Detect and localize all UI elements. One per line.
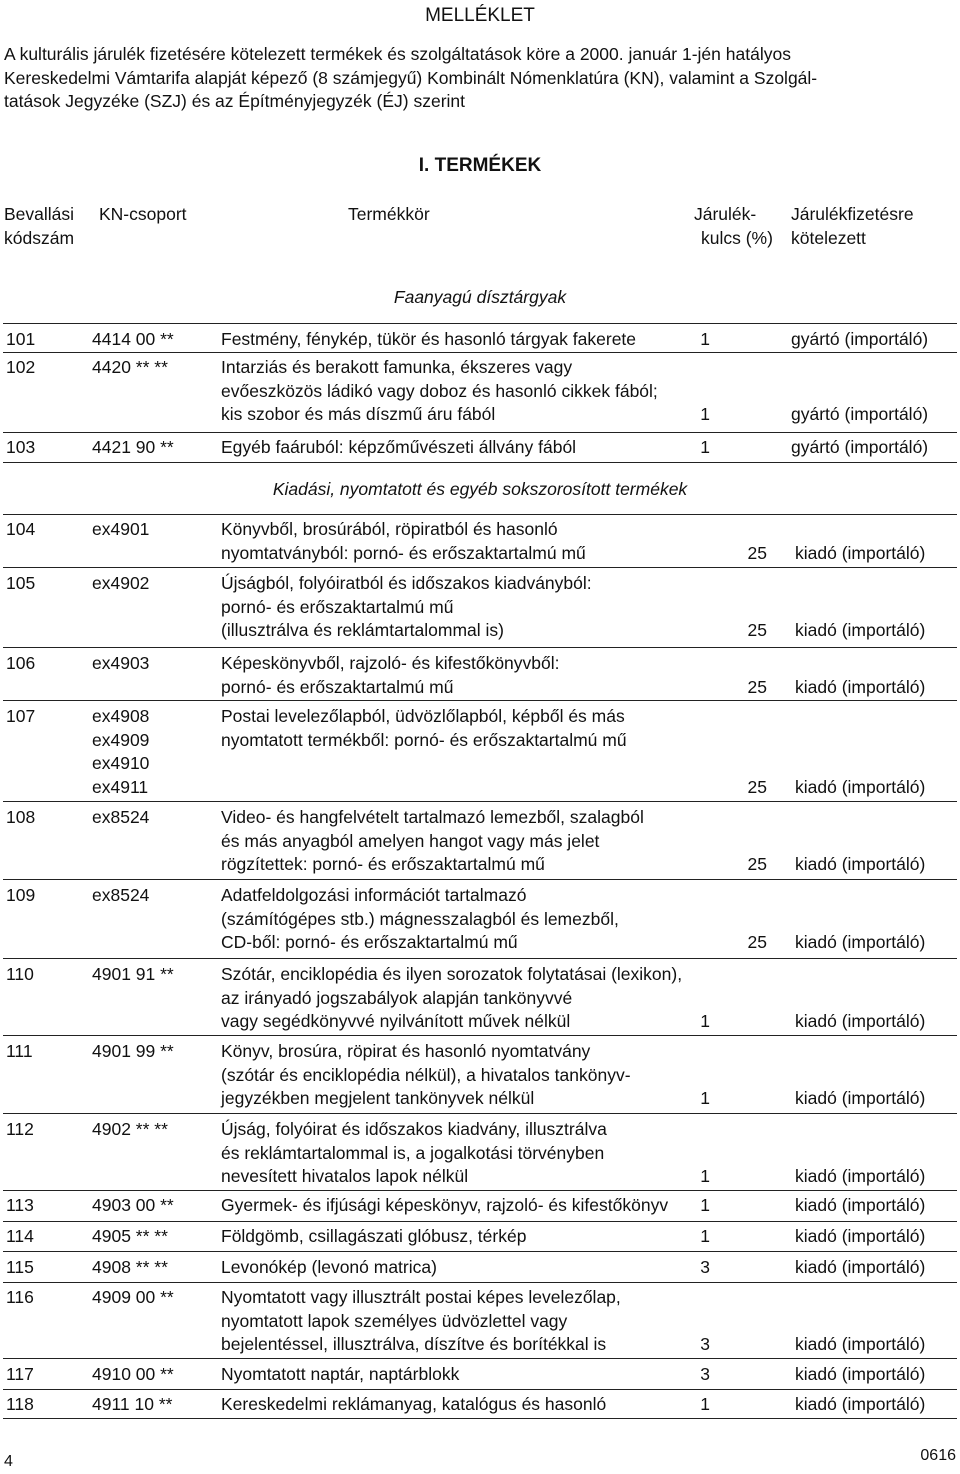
kn-code: 4420 ** ** [92, 357, 168, 377]
row-obligated: kiadó (importáló) [795, 1166, 926, 1186]
description-line: Egyéb faáruból: képzőművészeti állvány fából [221, 437, 577, 457]
description-line: evőeszközös ládikó vagy doboz és hasonló cikkek fából; [221, 380, 658, 401]
row-divider [3, 1035, 957, 1036]
row-rate: 1 [700, 329, 710, 349]
header-rate-2: kulcs (%) [701, 228, 773, 248]
kn-code: ex4902 [92, 573, 150, 593]
description-line: Könyvből, brosúrából, röpiratból és hasonló [221, 519, 558, 539]
description-line: Video- és hangfelvételt tartalmazó lemezből, szalagból [221, 807, 644, 827]
page-number: 4 [4, 1453, 13, 1470]
row-code: 108 [6, 807, 36, 827]
description-line: (illusztrálva és reklámtartalommal is) [221, 620, 504, 640]
row-code: 101 [6, 329, 36, 349]
row-code: 103 [6, 437, 36, 457]
header-kn: KN-csoport [99, 204, 187, 224]
row-rate: 1 [700, 1011, 710, 1031]
kn-code: ex4903 [92, 653, 150, 673]
description-line: Intarziás és berakott famunka, ékszeres vagy [221, 357, 573, 377]
intro-paragraph [4, 43, 956, 114]
kn-code: ex4910 [92, 753, 150, 773]
description-line: Újságból, folyóiratból és időszakos kiadványból: [221, 573, 592, 593]
kn-code: 4908 ** ** [92, 1257, 168, 1277]
row-kn-group [92, 1256, 168, 1280]
row-divider [3, 1282, 957, 1283]
row-kn-group [92, 884, 149, 908]
row-kn-group [92, 1194, 174, 1218]
row-rate: 25 [747, 932, 767, 952]
row-kn-group [92, 518, 149, 542]
row-description [221, 963, 682, 1034]
row-divider [3, 958, 957, 959]
description-line: Nyomtatott vagy illusztrált postai képes levelezőlap, [221, 1287, 621, 1307]
description-line: nyomtatványból: pornó- és erőszaktartalmú mű [221, 542, 586, 563]
row-rate: 3 [700, 1334, 710, 1354]
row-divider [3, 700, 957, 701]
header-obligated: Járulékfizetésre [791, 204, 914, 224]
description-line: Földgömb, csillagászati glóbusz, térkép [221, 1226, 527, 1246]
row-description [221, 1225, 526, 1249]
row-code: 102 [6, 357, 36, 377]
description-line: Levonókép (levonó matrica) [221, 1257, 437, 1277]
row-obligated: gyártó (importáló) [791, 404, 929, 424]
row-obligated: kiadó (importáló) [795, 1257, 926, 1277]
row-divider [3, 647, 957, 648]
row-obligated: kiadó (importáló) [795, 1195, 926, 1215]
header-product: Termékkör [348, 204, 430, 224]
description-line: jegyzékben megjelent tankönyvek nélkül [221, 1088, 535, 1108]
row-code: 106 [6, 653, 36, 673]
row-code: 111 [6, 1041, 33, 1061]
kn-code: 4910 00 ** [92, 1364, 174, 1384]
row-code: 114 [6, 1226, 34, 1246]
row-kn-group [92, 1363, 174, 1387]
kn-code: ex4901 [92, 519, 150, 539]
header-code: Bevallási [4, 204, 75, 224]
description-line: Képeskönyvből, rajzoló- és kifestőkönyvből: [221, 653, 560, 673]
kn-code: ex8524 [92, 807, 150, 827]
header-obligated-2: kötelezett [791, 228, 866, 248]
row-code: 104 [6, 519, 36, 539]
kn-code: 4909 00 ** [92, 1287, 174, 1307]
row-obligated: kiadó (importáló) [795, 1334, 926, 1354]
row-obligated: gyártó (importáló) [791, 329, 929, 349]
row-description [221, 1363, 459, 1387]
row-description [221, 1286, 621, 1357]
row-divider [3, 462, 957, 463]
row-obligated: kiadó (importáló) [795, 1088, 926, 1108]
intro-line: A kulturális járulék fizetésére kötelezett termékek és szolgáltatások köre a 2000. január 1-jén hatályos [4, 44, 791, 64]
description-line: és más anyagból amelyen hangot vagy más jelet [221, 830, 600, 851]
description-line: Adatfeldolgozási információt tartalmazó [221, 885, 527, 905]
row-divider [3, 352, 957, 353]
description-line: Újság, folyóirat és időszakos kiadvány, illusztrálva [221, 1119, 607, 1139]
description-line [221, 776, 627, 800]
row-divider [3, 1221, 957, 1222]
row-rate: 1 [700, 1394, 710, 1414]
row-rate: 25 [747, 676, 767, 697]
kn-code: 4901 99 ** [92, 1041, 174, 1061]
row-code: 116 [6, 1287, 34, 1307]
row-rate: 3 [700, 1364, 710, 1384]
kn-code: ex4908 [92, 706, 150, 726]
kn-code: ex4909 [92, 729, 150, 750]
description-line: Kereskedelmi reklámanyag, katalógus és hasonló [221, 1394, 607, 1414]
row-divider [3, 879, 957, 880]
row-description [221, 1194, 668, 1218]
row-obligated: kiadó (importáló) [795, 542, 926, 563]
kn-code: ex4911 [92, 776, 149, 797]
row-code: 117 [6, 1364, 34, 1384]
row-divider [3, 1113, 957, 1114]
row-obligated: kiadó (importáló) [795, 1226, 926, 1246]
row-rate: 3 [700, 1257, 710, 1277]
row-rate: 1 [700, 1166, 710, 1186]
row-obligated: kiadó (importáló) [795, 776, 926, 797]
row-description [221, 572, 592, 643]
kn-code: ex8524 [92, 885, 150, 905]
row-obligated: kiadó (importáló) [795, 854, 926, 874]
row-rate: 25 [747, 854, 767, 874]
row-rate: 25 [747, 542, 767, 563]
row-description [221, 436, 576, 460]
description-line: (szótár és enciklopédia nélkül), a hivatalos tankönyv- [221, 1064, 631, 1085]
description-line: Postai levelezőlapból, üdvözlőlapból, képből és más [221, 706, 625, 726]
row-rate: 1 [700, 1088, 710, 1108]
row-kn-group [92, 572, 149, 596]
description-line: nyomtatott termékből: pornó- és erőszaktartalmú mű [221, 729, 627, 750]
page-title: MELLÉKLET [425, 5, 535, 26]
row-obligated: kiadó (importáló) [795, 1364, 926, 1384]
row-obligated: kiadó (importáló) [795, 676, 926, 697]
description-line: (számítógépes stb.) mágnesszalagból és lemezből, [221, 908, 619, 929]
description-line: Szótár, enciklopédia és ilyen sorozatok folytatásai (lexikon), [221, 964, 683, 984]
row-description [221, 1118, 607, 1189]
section-title: I. TERMÉKEK [418, 155, 542, 176]
row-divider [3, 514, 957, 515]
kn-code: 4905 ** ** [92, 1226, 168, 1246]
row-divider [3, 323, 957, 324]
description-line: nyomtatott lapok személyes üdvözlettel vagy [221, 1310, 568, 1331]
row-description [221, 518, 586, 565]
row-code: 118 [6, 1394, 34, 1414]
row-kn-group [92, 1040, 174, 1064]
subheading-print: Kiadási, nyomtatott és egyéb sokszorosított termékek [272, 479, 688, 499]
header-code-2: kódszám [4, 228, 75, 248]
row-divider [3, 1190, 957, 1191]
row-code: 113 [6, 1195, 34, 1215]
description-line: vagy segédkönyvvé nyilvánított művek nélkül [221, 1011, 571, 1031]
row-kn-group [92, 436, 174, 460]
kn-code: 4903 00 ** [92, 1195, 174, 1215]
row-kn-group [92, 356, 168, 380]
row-code: 115 [6, 1257, 34, 1277]
row-code: 105 [6, 573, 36, 593]
row-description [221, 705, 627, 799]
row-kn-group [92, 705, 149, 799]
row-divider [3, 1389, 957, 1390]
row-description [221, 1393, 606, 1417]
description-line: Nyomtatott naptár, naptárblokk [221, 1364, 460, 1384]
row-kn-group [92, 963, 174, 987]
row-description [221, 1040, 631, 1111]
row-kn-group [92, 806, 149, 830]
row-description [221, 652, 560, 699]
subheading-wood: Faanyagú dísztárgyak [393, 287, 567, 307]
row-kn-group [92, 652, 149, 676]
kn-code: 4901 91 ** [92, 964, 174, 984]
row-divider [3, 1418, 957, 1419]
description-line: nevesített hivatalos lapok nélkül [221, 1166, 469, 1186]
description-line: CD-ből: pornó- és erőszaktartalmú mű [221, 932, 518, 952]
row-kn-group [92, 1225, 168, 1249]
row-kn-group [92, 1393, 172, 1417]
description-line: Gyermek- és ifjúsági képeskönyv, rajzoló- és kifestőkönyv [221, 1195, 669, 1215]
row-rate: 1 [700, 404, 710, 424]
row-rate: 1 [700, 1226, 710, 1246]
row-description [221, 1256, 437, 1280]
description-line: Könyv, brosúra, röpirat és hasonló nyomtatvány [221, 1041, 591, 1061]
row-code: 110 [6, 964, 34, 984]
row-code: 112 [6, 1119, 34, 1139]
kn-code: 4902 ** ** [92, 1119, 168, 1139]
description-line: és reklámtartalommal is, a jogalkotási törvényben [221, 1142, 605, 1163]
description-line: pornó- és erőszaktartalmú mű [221, 596, 454, 617]
row-divider [3, 432, 957, 433]
kn-code: 4414 00 ** [92, 329, 174, 349]
description-line: Festmény, fénykép, tükör és hasonló tárgyak fakerete [221, 329, 637, 349]
intro-line: tatások Jegyzéke (SZJ) és az Építményjegyzék (ÉJ) szerint [4, 91, 465, 111]
description-line: pornó- és erőszaktartalmú mű [221, 676, 454, 697]
row-rate: 1 [700, 1195, 710, 1215]
row-obligated: kiadó (importáló) [795, 1394, 926, 1414]
row-kn-group [92, 1118, 168, 1142]
description-line: rögzítettek: pornó- és erőszaktartalmú mű [221, 854, 545, 874]
row-kn-group [92, 1286, 174, 1310]
row-description [221, 328, 636, 352]
row-rate: 1 [700, 437, 710, 457]
row-code: 109 [6, 885, 36, 905]
row-description [221, 884, 619, 955]
kn-code: 4421 90 ** [92, 437, 174, 457]
row-rate: 25 [747, 620, 767, 640]
row-divider [3, 1358, 957, 1359]
row-code: 107 [6, 706, 36, 726]
row-divider [3, 801, 957, 802]
row-obligated: kiadó (importáló) [795, 1011, 926, 1031]
row-divider [3, 1251, 957, 1252]
description-line: az irányadó jogszabályok alapján tankönyvvé [221, 987, 573, 1008]
kn-code: 4911 10 ** [92, 1394, 173, 1414]
row-description [221, 356, 658, 427]
description-line: bejelentéssel, illusztrálva, díszítve és borítékkal is [221, 1334, 607, 1354]
row-obligated: kiadó (importáló) [795, 932, 926, 952]
row-kn-group [92, 328, 174, 352]
row-rate: 25 [747, 776, 767, 797]
description-line: kis szobor és más díszmű áru fából [221, 404, 496, 424]
row-description [221, 806, 644, 877]
row-obligated: kiadó (importáló) [795, 620, 926, 640]
row-obligated: gyártó (importáló) [791, 437, 929, 457]
document-code: 0616 [920, 1447, 956, 1464]
description-line [221, 752, 627, 776]
row-divider [3, 567, 957, 568]
header-rate: Járulék- [694, 204, 757, 224]
intro-line: Kereskedelmi Vámtarifa alapját képező (8 számjegyű) Kombinált Nómenklatúra (KN), valamint a Szolgál- [4, 67, 818, 88]
